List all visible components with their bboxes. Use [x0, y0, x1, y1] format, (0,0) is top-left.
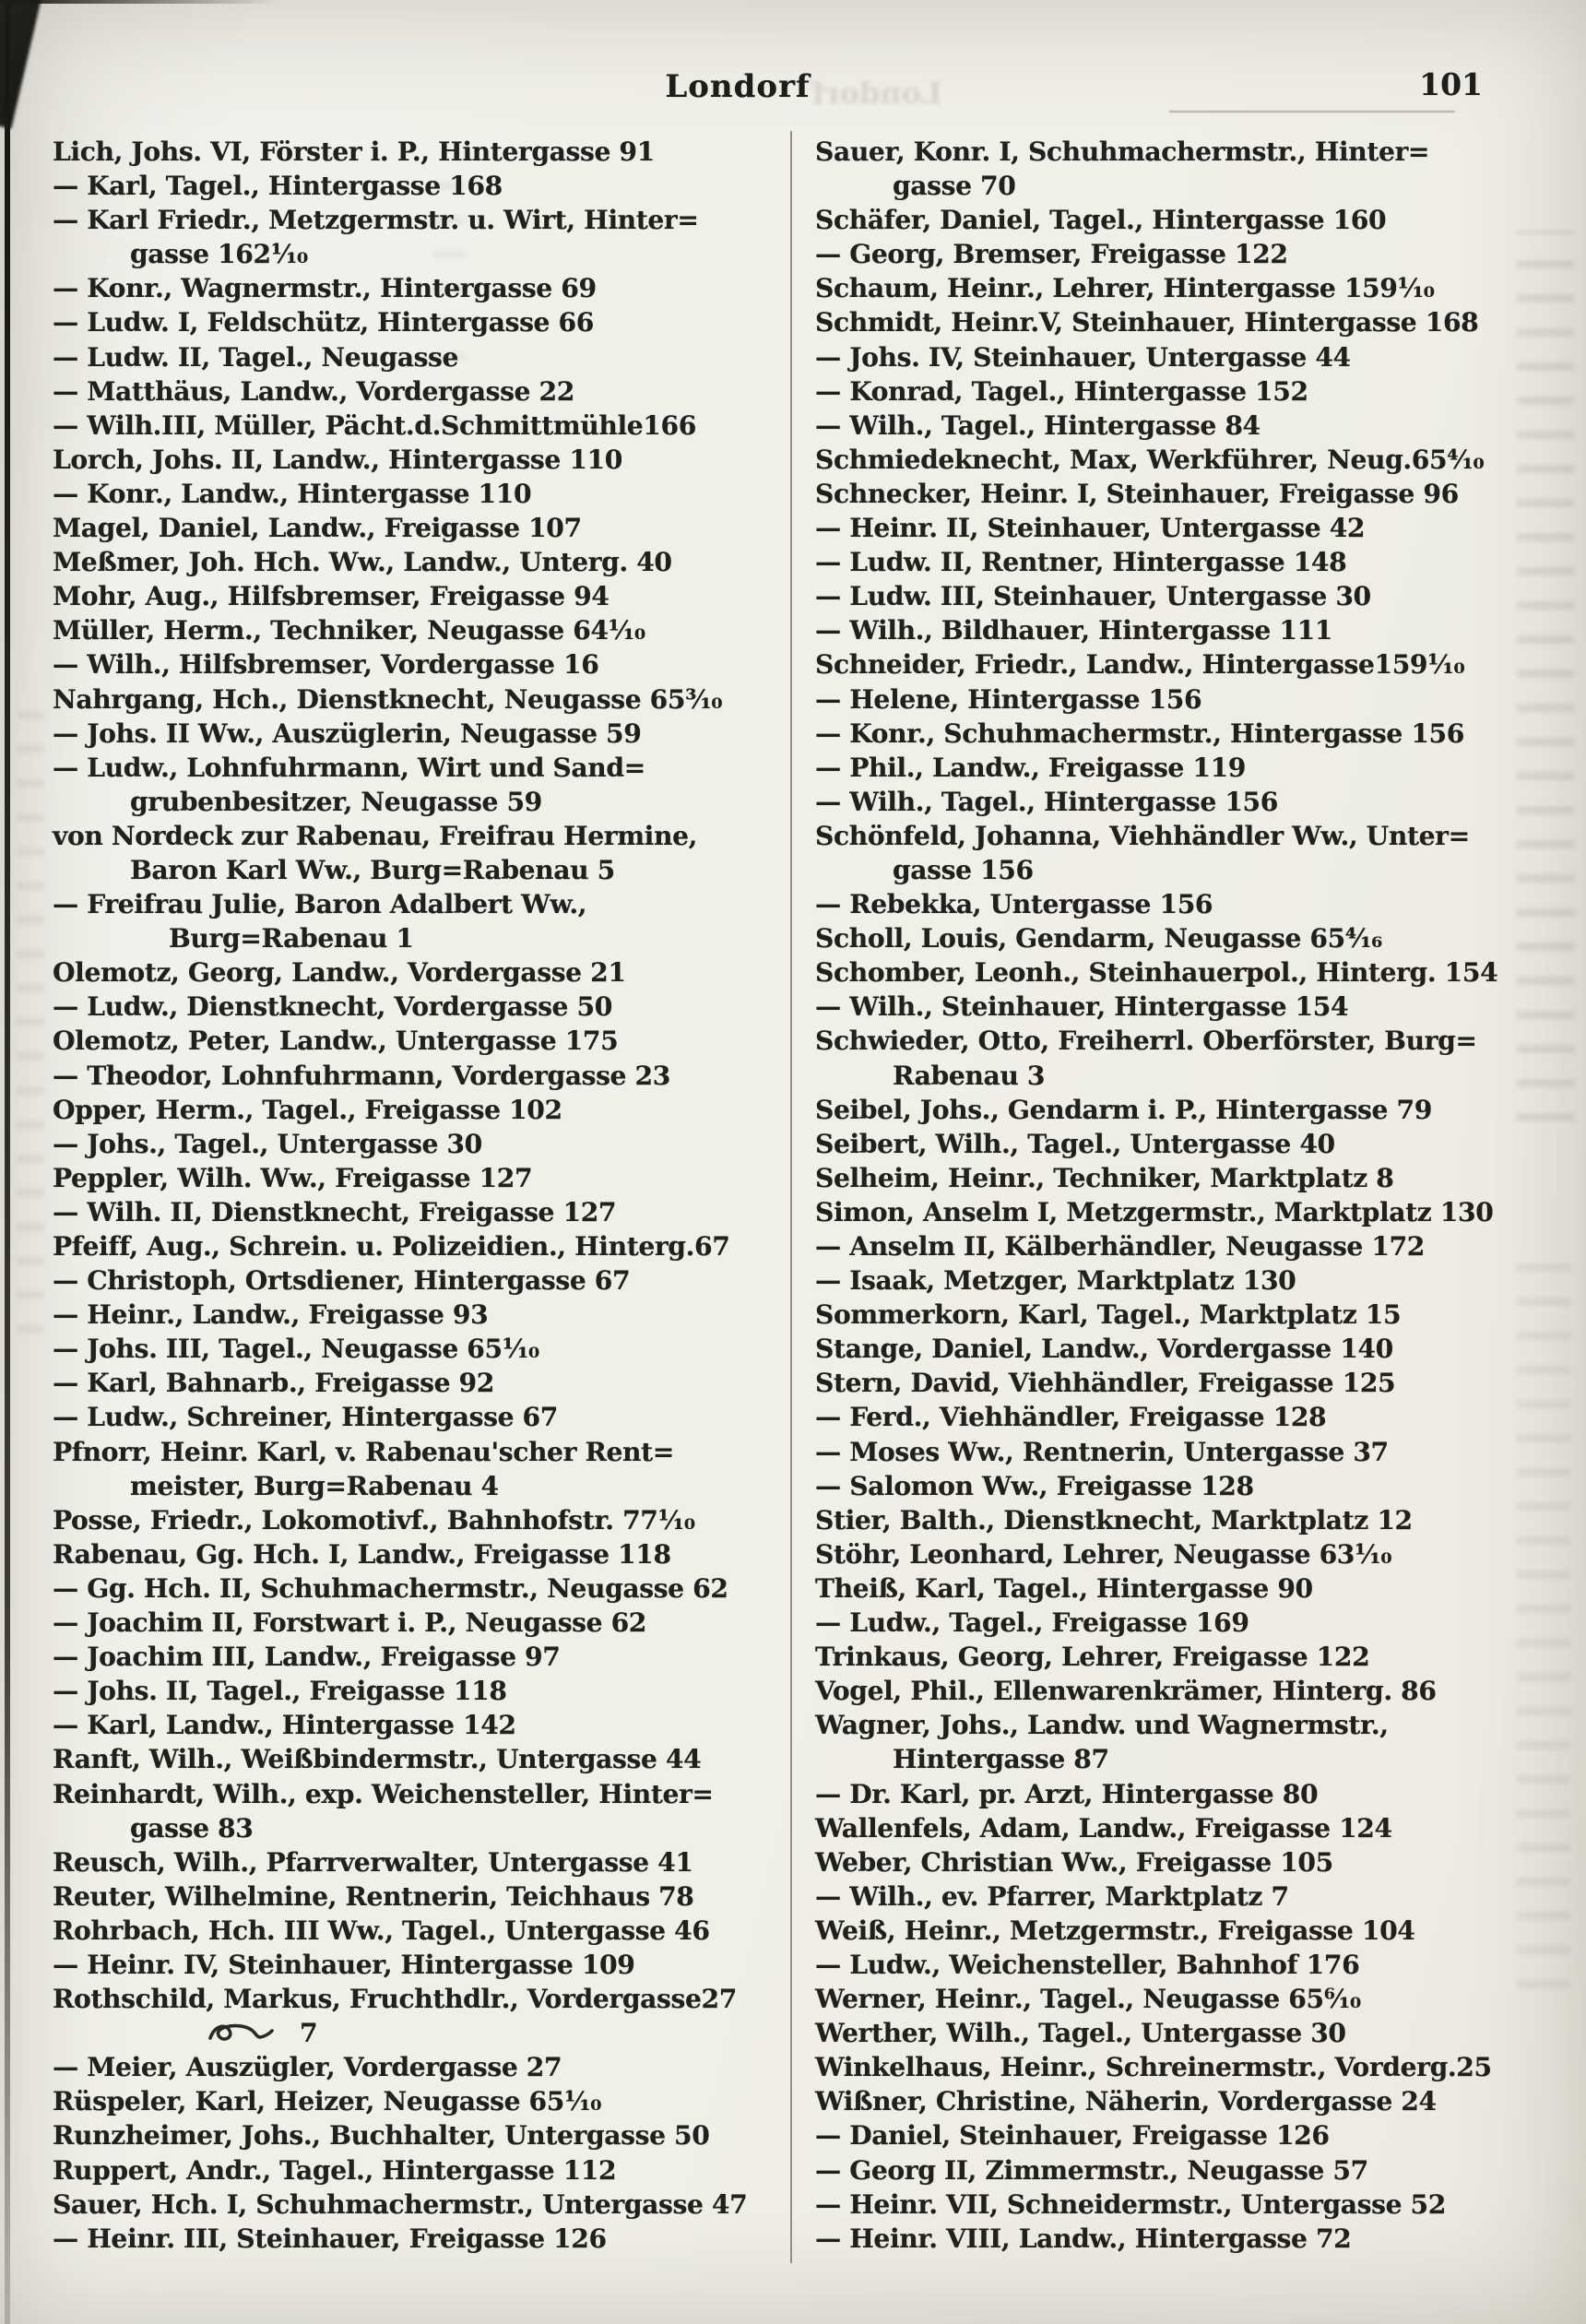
directory-line: Stern, David, Viehhändler, Freigasse 125 [815, 1368, 1396, 1399]
directory-line: — Johs. III, Tagel., Neugasse 65¹⁄₁₀ [53, 1334, 539, 1365]
ghost-header-bleedthrough: Londorf [811, 76, 942, 111]
directory-line: — Wilh. II, Dienstknecht, Freigasse 127 [53, 1196, 617, 1227]
directory-line: — Joachim II, Forstwart i. P., Neugasse 62 [53, 1607, 647, 1639]
directory-line: Stange, Daniel, Landw., Vordergasse 140 [815, 1334, 1393, 1365]
directory-line: Stier, Balth., Dienstknecht, Marktplatz 12 [815, 1504, 1413, 1536]
header-bleed-rule [1169, 111, 1455, 113]
directory-line: Runzheimer, Johs., Buchhalter, Untergasse 50 [53, 2120, 710, 2152]
directory-line: — Helene, Hintergasse 156 [815, 683, 1202, 715]
directory-line: gasse 156 [893, 854, 1034, 885]
directory-line: Baron Karl Ww., Burg=Rabenau 5 [130, 854, 615, 885]
directory-line: Sauer, Hch. I, Schuhmachermstr., Untergasse 47 [53, 2188, 748, 2220]
directory-line: Magel, Daniel, Landw., Freigasse 107 [53, 513, 582, 544]
directory-line: — Konr., Wagnermstr., Hintergasse 69 [53, 273, 597, 304]
column-divider-rule [790, 131, 792, 2263]
directory-line: — Rebekka, Untergasse 156 [815, 889, 1213, 920]
directory-line: — Ludw., Schreiner, Hintergasse 67 [53, 1402, 558, 1433]
directory-line: — Wilh., Tagel., Hintergasse 156 [815, 786, 1278, 817]
directory-line: Sommerkorn, Karl, Tagel., Marktplatz 15 [815, 1299, 1402, 1331]
directory-line: — Karl, Landw., Hintergasse 142 [53, 1710, 516, 1741]
column-left [53, 135, 774, 2256]
directory-line: — Konrad, Tagel., Hintergasse 152 [815, 375, 1308, 407]
directory-line: — Karl Friedr., Metzgermstr. u. Wirt, Hinter= [53, 205, 699, 236]
directory-line: — Wilh., Steinhauer, Hintergasse 154 [815, 991, 1349, 1023]
directory-line: Olemotz, Peter, Landw., Untergasse 175 [53, 1026, 619, 1057]
directory-line: Schäfer, Daniel, Tagel., Hintergasse 160 [815, 205, 1387, 236]
directory-line: Schnecker, Heinr. I, Steinhauer, Freigasse 96 [815, 478, 1459, 509]
directory-line: — Georg, Bremser, Freigasse 122 [815, 239, 1288, 270]
directory-line: Schomber, Leonh., Steinhauerpol., Hinterg. 154 [815, 957, 1498, 989]
directory-line: — Georg II, Zimmermstr., Neugasse 57 [815, 2154, 1368, 2186]
directory-line: — Wilh., Hilfsbremser, Vordergasse 16 [53, 649, 599, 681]
page-number: 101 [1419, 66, 1483, 102]
directory-line: Rabenau 3 [893, 1060, 1046, 1091]
directory-line: — Meier, Auszügler, Vordergasse 27 [53, 2052, 562, 2083]
directory-line: Schneider, Friedr., Landw., Hintergasse159¹⁄₁₀ [815, 649, 1465, 681]
directory-line: — Phil., Landw., Freigasse 119 [815, 752, 1247, 783]
directory-line: — Wilh., Tagel., Hintergasse 84 [815, 409, 1261, 441]
directory-line: — Ludw., Dienstknecht, Vordergasse 50 [53, 991, 612, 1023]
directory-line: — Freifrau Julie, Baron Adalbert Ww., [53, 889, 587, 920]
directory-line: — Ludw. II, Tagel., Neugasse [53, 341, 459, 373]
directory-line: Opper, Herm., Tagel., Freigasse 102 [53, 1094, 562, 1125]
directory-line: Wagner, Johs., Landw. und Wagnermstr., [815, 1710, 1389, 1741]
directory-line: Rothschild, Markus, Fruchthdlr., Vordergasse27 [53, 1984, 737, 2015]
directory-line: Winkelhaus, Heinr., Schreinermstr., Vorderg.25 [815, 2052, 1492, 2083]
directory-line: gasse 162¹⁄₁₀ [130, 239, 308, 270]
ornament-line [53, 2016, 774, 2050]
directory-line: Meßmer, Joh. Hch. Ww., Landw., Unterg. 40 [53, 547, 672, 578]
directory-line: — Ferd., Viehhändler, Freigasse 128 [815, 1402, 1327, 1433]
directory-line: Rohrbach, Hch. III Ww., Tagel., Untergasse 46 [53, 1915, 710, 1946]
directory-line: Nahrgang, Hch., Dienstknecht, Neugasse 65³⁄₁₀ [53, 683, 723, 715]
directory-line: — Heinr. II, Steinhauer, Untergasse 42 [815, 513, 1366, 544]
directory-line: — Karl, Bahnarb., Freigasse 92 [53, 1368, 494, 1399]
directory-line: Schaum, Heinr., Lehrer, Hintergasse 159¹⁄₁₀ [815, 273, 1435, 304]
directory-line: Rüspeler, Karl, Heizer, Neugasse 65¹⁄₁₀ [53, 2086, 602, 2117]
directory-line: Scholl, Louis, Gendarm, Neugasse 65⁴⁄₁₆ [815, 923, 1382, 954]
directory-line: Lorch, Johs. II, Landw., Hintergasse 110 [53, 444, 622, 475]
directory-line: — Gg. Hch. II, Schuhmachermstr., Neugasse 62 [53, 1572, 728, 1604]
directory-line: Trinkaus, Georg, Lehrer, Freigasse 122 [815, 1642, 1370, 1673]
directory-line: Mohr, Aug., Hilfsbremser, Freigasse 94 [53, 581, 610, 612]
directory-line: — Matthäus, Landw., Vordergasse 22 [53, 375, 574, 407]
directory-line: — Ludw., Lohnfuhrmann, Wirt und Sand= [53, 752, 645, 783]
page-header-title: Londorf [665, 68, 811, 105]
directory-line: — Heinr. VIII, Landw., Hintergasse 72 [815, 2223, 1352, 2254]
directory-line: Seibel, Johs., Gendarm i. P., Hintergasse 79 [815, 1094, 1432, 1125]
column-right [815, 135, 1536, 2256]
directory-line: — Johs. IV, Steinhauer, Untergasse 44 [815, 341, 1351, 373]
top-edge-shadow [0, 0, 277, 4]
directory-line: Sauer, Konr. I, Schuhmachermstr., Hinter= [815, 136, 1430, 167]
directory-line: Selheim, Heinr., Techniker, Marktplatz 8 [815, 1162, 1394, 1193]
directory-line: Schmiedeknecht, Max, Werkführer, Neug.65⁴⁄₁₀ [815, 444, 1485, 475]
directory-line: Theiß, Karl, Tagel., Hintergasse 90 [815, 1572, 1313, 1604]
directory-line: Peppler, Wilh. Ww., Freigasse 127 [53, 1162, 533, 1193]
directory-line: — Konr., Landw., Hintergasse 110 [53, 478, 532, 509]
directory-line: — Wilh., Bildhauer, Hintergasse 111 [815, 615, 1333, 646]
directory-line: von Nordeck zur Rabenau, Freifrau Hermine, [53, 820, 698, 851]
directory-line: — Dr. Karl, pr. Arzt, Hintergasse 80 [815, 1778, 1319, 1809]
directory-line: — Daniel, Steinhauer, Freigasse 126 [815, 2120, 1330, 2152]
directory-line: Olemotz, Georg, Landw., Vordergasse 21 [53, 957, 626, 989]
directory-line: — Johs. II Ww., Auszüglerin, Neugasse 59 [53, 717, 642, 749]
directory-line: Weber, Christian Ww., Freigasse 105 [815, 1846, 1333, 1878]
directory-line: — Joachim III, Landw., Freigasse 97 [53, 1642, 561, 1673]
directory-line: — Ludw. II, Rentner, Hintergasse 148 [815, 547, 1347, 578]
directory-line: — Johs., Tagel., Untergasse 30 [53, 1128, 482, 1159]
directory-line: — Christoph, Ortsdiener, Hintergasse 67 [53, 1265, 631, 1297]
directory-line: Wißner, Christine, Näherin, Vordergasse 24 [815, 2086, 1437, 2117]
directory-line: Ranft, Wilh., Weißbindermstr., Untergasse 44 [53, 1744, 702, 1775]
directory-line: — Ludw., Tagel., Freigasse 169 [815, 1607, 1249, 1639]
directory-line: — Heinr. III, Steinhauer, Freigasse 126 [53, 2223, 607, 2254]
directory-line: Müller, Herm., Techniker, Neugasse 64¹⁄₁₀ [53, 615, 645, 646]
directory-line: Vogel, Phil., Ellenwarenkrämer, Hinterg. 86 [815, 1676, 1437, 1707]
binding-edge [5, 0, 10, 2324]
directory-line: Hintergasse 87 [893, 1744, 1109, 1775]
directory-line: — Moses Ww., Rentnerin, Untergasse 37 [815, 1436, 1389, 1467]
directory-line: — Ludw. III, Steinhauer, Untergasse 30 [815, 581, 1371, 612]
directory-line: gasse 83 [130, 1812, 254, 1844]
ink-bleedthrough [17, 701, 44, 1346]
directory-line: Ruppert, Andr., Tagel., Hintergasse 112 [53, 2154, 617, 2186]
directory-line: Seibert, Wilh., Tagel., Untergasse 40 [815, 1128, 1335, 1159]
scribble-ornament-icon [207, 2020, 276, 2045]
directory-line: grubenbesitzer, Neugasse 59 [130, 786, 542, 817]
directory-line: — Salomon Ww., Freigasse 128 [815, 1470, 1254, 1501]
directory-line: Wallenfels, Adam, Landw., Freigasse 124 [815, 1812, 1392, 1844]
directory-line: — Wilh.III, Müller, Pächt.d.Schmittmühle166 [53, 409, 696, 441]
directory-line: Weiß, Heinr., Metzgermstr., Freigasse 104 [815, 1915, 1415, 1946]
directory-line: — Konr., Schuhmachermstr., Hintergasse 156 [815, 717, 1464, 749]
directory-line: Reinhardt, Wilh., exp. Weichensteller, Hinter= [53, 1778, 714, 1809]
directory-line: Posse, Friedr., Lokomotivf., Bahnhofstr. 77¹⁄₁₀ [53, 1504, 695, 1536]
directory-line: Reuter, Wilhelmine, Rentnerin, Teichhaus 78 [53, 1880, 694, 1912]
directory-line: — Karl, Tagel., Hintergasse 168 [53, 171, 503, 202]
directory-line: Werner, Heinr., Tagel., Neugasse 65⁶⁄₁₀ [815, 1984, 1361, 2015]
directory-line: Pfeiff, Aug., Schrein. u. Polizeidien., Hinterg.67 [53, 1231, 730, 1262]
directory-line: Burg=Rabenau 1 [169, 923, 414, 954]
directory-line: Schmidt, Heinr.V, Steinhauer, Hintergasse 168 [815, 307, 1479, 338]
directory-line: gasse 70 [893, 171, 1016, 202]
directory-line: — Anselm II, Kälberhändler, Neugasse 172 [815, 1231, 1425, 1262]
directory-line: — Heinr. IV, Steinhauer, Hintergasse 109 [53, 1949, 635, 1980]
directory-line: Stöhr, Leonhard, Lehrer, Neugasse 63¹⁄₁₀ [815, 1538, 1392, 1570]
directory-line: — Johs. II, Tagel., Freigasse 118 [53, 1676, 507, 1707]
directory-line: Pfnorr, Heinr. Karl, v. Rabenau'scher Rent= [53, 1436, 674, 1467]
directory-line: Schönfeld, Johanna, Viehhändler Ww., Unter= [815, 820, 1470, 851]
directory-line: — Heinr., Landw., Freigasse 93 [53, 1299, 489, 1331]
directory-line: — Heinr. VII, Schneidermstr., Untergasse 52 [815, 2188, 1446, 2220]
directory-line: meister, Burg=Rabenau 4 [130, 1470, 499, 1501]
directory-line: Reusch, Wilh., Pfarrverwalter, Untergasse 41 [53, 1846, 693, 1878]
directory-line: — Isaak, Metzger, Marktplatz 130 [815, 1265, 1296, 1297]
directory-line: Rabenau, Gg. Hch. I, Landw., Freigasse 118 [53, 1538, 671, 1570]
directory-line: — Ludw. I, Feldschütz, Hintergasse 66 [53, 307, 594, 338]
directory-line: — Wilh., ev. Pfarrer, Marktplatz 7 [815, 1880, 1289, 1912]
directory-line: — Ludw., Weichensteller, Bahnhof 176 [815, 1949, 1360, 1980]
directory-line: Simon, Anselm I, Metzgermstr., Marktplatz 130 [815, 1196, 1494, 1227]
directory-line: Schwieder, Otto, Freiherrl. Oberförster, Burg= [815, 1026, 1477, 1057]
directory-line: Werther, Wilh., Tagel., Untergasse 30 [815, 2018, 1346, 2049]
directory-line: Lich, Johs. VI, Förster i. P., Hintergasse 91 [53, 136, 655, 167]
directory-line: — Theodor, Lohnfuhrmann, Vordergasse 23 [53, 1060, 670, 1091]
ornament-number: 7 [300, 2018, 318, 2049]
